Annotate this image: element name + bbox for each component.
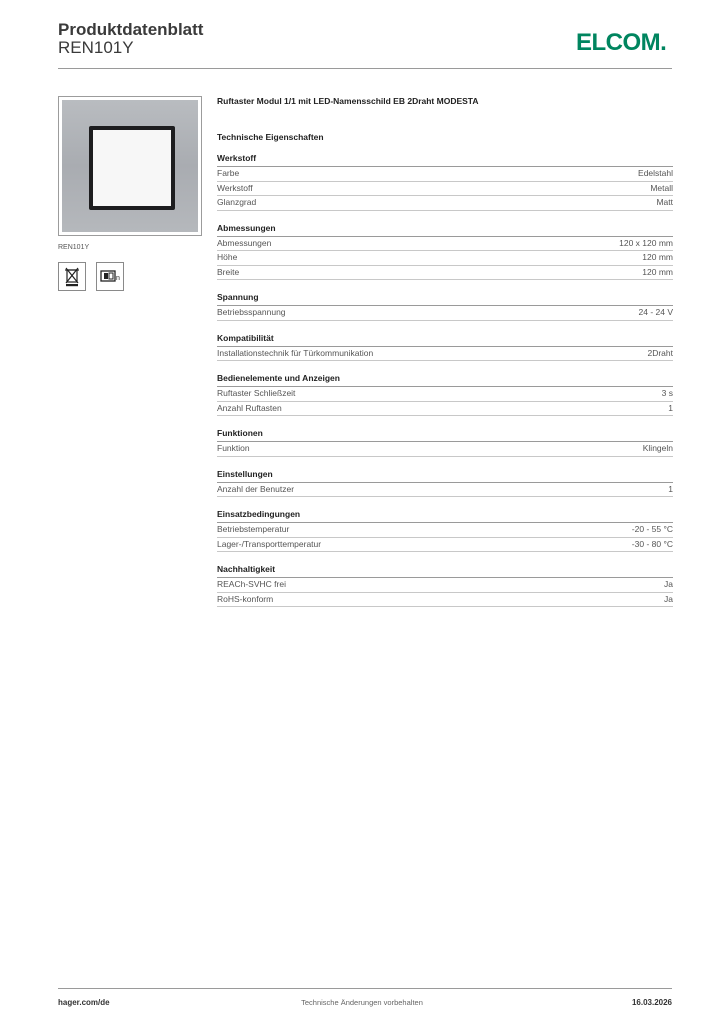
- spec-group-title: Bedienelemente und Anzeigen: [217, 372, 673, 387]
- spec-value: 3 s: [661, 388, 673, 398]
- spec-group-title: Einsatzbedingungen: [217, 508, 673, 523]
- spec-group: [217, 222, 673, 281]
- spec-value: Matt: [656, 197, 673, 207]
- spec-row: [217, 266, 673, 281]
- spec-group: [217, 508, 673, 552]
- spec-label: Breite: [217, 266, 240, 277]
- spec-group-title: Werkstoff: [217, 152, 673, 167]
- spec-group-title: Kompatibilität: [217, 332, 673, 347]
- product-name: Ruftaster Modul 1/1 mit LED-Namensschild EB 2Draht MODESTA: [217, 96, 479, 106]
- spec-row: [217, 593, 673, 608]
- spec-label: Ruftaster Schließzeit: [217, 388, 296, 398]
- elcom-logo[interactable]: ELCOM.: [576, 29, 667, 56]
- spec-row: [217, 538, 673, 553]
- spec-label: Abmessungen: [217, 237, 272, 248]
- spec-row: [217, 196, 673, 211]
- badge-text: n: [116, 275, 120, 282]
- spec-group: [217, 563, 673, 607]
- spec-row: [217, 442, 673, 457]
- product-panel: [93, 130, 171, 206]
- spec-label: RoHS-konform: [217, 593, 274, 604]
- section-title: Technische Eigenschaften: [217, 132, 324, 142]
- spec-group: [217, 468, 673, 498]
- spec-label: Betriebstemperatur: [217, 524, 290, 534]
- spec-value: Ja: [664, 593, 673, 604]
- spec-label: Lager-/Transporttemperatur: [217, 538, 322, 549]
- spec-group: [217, 427, 673, 457]
- footer-disclaimer: Technische Änderungen vorbehalten: [301, 998, 423, 1007]
- spec-label: Betriebsspannung: [217, 307, 286, 317]
- spec-value: 2Draht: [647, 347, 673, 358]
- spec-group-title: Nachhaltigkeit: [217, 563, 673, 578]
- spec-group: [217, 291, 673, 321]
- spec-row: [217, 167, 673, 182]
- spec-row: [217, 483, 673, 498]
- product-panel-border: [89, 126, 175, 210]
- weee-disposal-icon: [58, 262, 86, 291]
- product-code: REN101Y: [58, 38, 134, 57]
- spec-group-title: Einstellungen: [217, 468, 673, 483]
- spec-row: [217, 578, 673, 593]
- spec-label: Höhe: [217, 252, 238, 262]
- spec-value: 1: [668, 402, 673, 413]
- spec-value: -30 - 80 °C: [631, 538, 673, 549]
- spec-value: 1: [668, 483, 673, 494]
- spec-group-title: Funktionen: [217, 427, 673, 442]
- spec-group: [217, 332, 673, 362]
- spec-row: [217, 306, 673, 321]
- spec-label: Installationstechnik für Türkommunikation: [217, 347, 374, 358]
- spec-label: Anzahl Ruftasten: [217, 402, 282, 413]
- spec-row: [217, 347, 673, 362]
- spec-value: Ja: [664, 579, 673, 589]
- spec-label: Anzahl der Benutzer: [217, 483, 295, 494]
- spec-row: [217, 237, 673, 252]
- footer-divider: [58, 988, 672, 989]
- header-divider: [58, 68, 672, 69]
- spec-row: [217, 387, 673, 402]
- image-caption: REN101Y: [58, 244, 90, 251]
- spec-groups: [217, 152, 673, 607]
- spec-row: [217, 402, 673, 417]
- spec-value: 24 - 24 V: [638, 307, 673, 317]
- spec-row: [217, 251, 673, 266]
- spec-group: [217, 372, 673, 416]
- spec-group: [217, 152, 673, 211]
- spec-value: -20 - 55 °C: [631, 524, 673, 534]
- specification-panel: [217, 96, 673, 607]
- spec-label: Glanzgrad: [217, 197, 257, 207]
- spec-value: 120 mm: [642, 266, 673, 277]
- spec-label: Funktion: [217, 443, 250, 453]
- data-sheet-icon: [96, 262, 124, 291]
- spec-group-title: Abmessungen: [217, 222, 673, 237]
- document-title: Produktdatenblatt: [58, 20, 204, 39]
- spec-value: 120 mm: [642, 252, 673, 262]
- spec-value: Metall: [650, 182, 673, 193]
- spec-label: Farbe: [217, 168, 240, 178]
- spec-value: Klingeln: [642, 443, 673, 453]
- spec-label: Werkstoff: [217, 182, 253, 193]
- spec-row: [217, 523, 673, 538]
- spec-value: 120 x 120 mm: [619, 237, 673, 248]
- spec-value: Edelstahl: [638, 168, 673, 178]
- footer-date: 16.03.2026: [631, 998, 672, 1007]
- spec-group-title: Spannung: [217, 291, 673, 306]
- spec-label: REACh-SVHC frei: [217, 579, 286, 589]
- product-image: [58, 96, 202, 236]
- product-frame: [62, 100, 198, 232]
- spec-row: [217, 182, 673, 197]
- footer-website[interactable]: hager.com/de: [58, 998, 110, 1007]
